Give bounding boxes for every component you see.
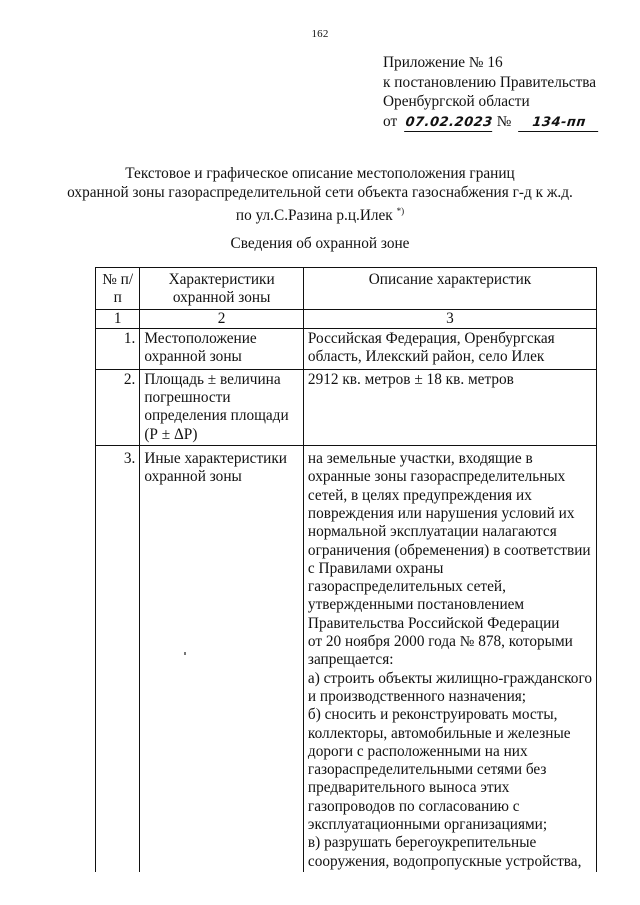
title-line-3 [60,202,580,226]
table-row [96,369,597,445]
description-line: коллекторы, автомобильные и железные [307,724,571,742]
description-line: газопроводов по согласованию с [307,797,520,815]
description-line: сетей, в целях предупреждения их [307,486,532,504]
row-num: 1. [96,328,140,369]
header-description: Описание характеристик [303,268,596,310]
description-line: запрещается: [307,651,394,669]
description-line: утвержденными постановлением [307,596,525,614]
table-row [96,328,597,369]
description-line: Правительства Российской Федерации [307,614,560,632]
zone-info-table [95,267,597,872]
appendix-date-line [383,112,599,132]
table-header-row [96,268,597,310]
number-label: № [496,112,512,130]
description-line: эксплуатационными организациями; [307,816,548,834]
row-name: Местоположение охранной зоны [140,328,304,369]
description-line: предварительного выноса этих [307,779,510,797]
row-value: 2912 кв. метров ± 18 кв. метров [303,369,596,445]
row-name: Иные характеристики охранной зоны [140,446,304,872]
title-line-2: охранной зоны газораспределительной сети объекта газоснабжения г-д к ж.д. [67,183,573,201]
description-line: от 20 ноября 2000 года № 878, которыми [307,633,573,651]
header-num: № п/п [96,268,140,310]
description-line: газораспределительными сетями без [307,761,547,779]
appendix-title: Приложение № 16 [383,54,503,71]
description-line: дороги с расположенными на них [307,742,528,760]
title-line-1: Текстовое и графическое описание местоположения границ [125,165,515,182]
footnote-mark: *) [396,206,405,216]
row-num: 3. [96,446,140,872]
description-line: на земельные участки, входящие в [307,450,533,468]
column-number: 1 [96,309,140,328]
row-value-lines [303,446,596,872]
description-line: и производственного назначения; [307,687,527,705]
handwritten-number: 134-пп [518,115,600,132]
appendix-resolution: к постановлению Правительства [383,73,597,91]
handwritten-date: 07.02.2023 [404,114,494,130]
row-name: Площадь ± величина погрешности определения площади (Р ± ΔР) [140,369,304,445]
title-line-3-text: по ул.С.Разина р.ц.Илек [235,207,393,225]
description-line: а) строить объекты жилищно-гражданского [307,669,592,687]
scan-speck [184,652,186,655]
description-line: б) сносить и реконструировать мосты, [307,706,558,724]
description-line: нормальной эксплуатации налагаются [307,523,557,541]
description-line: ограничения (обременения) в соответствии [307,541,591,559]
header-characteristics: Характеристики охранной зоны [140,268,304,310]
description-line: повреждения или нарушения условий их [307,504,575,522]
description-line: газораспределительных сетей, [307,578,506,596]
description-line: охранные зоны газораспределительных [307,468,566,486]
column-numbers-row [96,309,597,328]
column-number: 2 [140,309,304,328]
appendix-block [383,53,599,132]
description-line: сооружения, водопропускные устройства, [307,852,582,870]
document-title [60,165,580,226]
ot-label: от [383,112,398,130]
row-num: 2. [96,369,140,445]
description-line: с Правилами охраны [307,559,444,577]
table-row [96,446,597,872]
page-number: 162 [311,28,329,40]
appendix-region: Оренбургской области [383,93,530,111]
column-number: 3 [303,309,596,328]
section-subtitle: Сведения об охранной зоне [230,235,410,252]
description-line: в) разрушать берегоукрепительные [307,834,537,852]
row-value: Российская Федерация, Оренбургская область, Илекский район, село Илек [303,328,596,369]
